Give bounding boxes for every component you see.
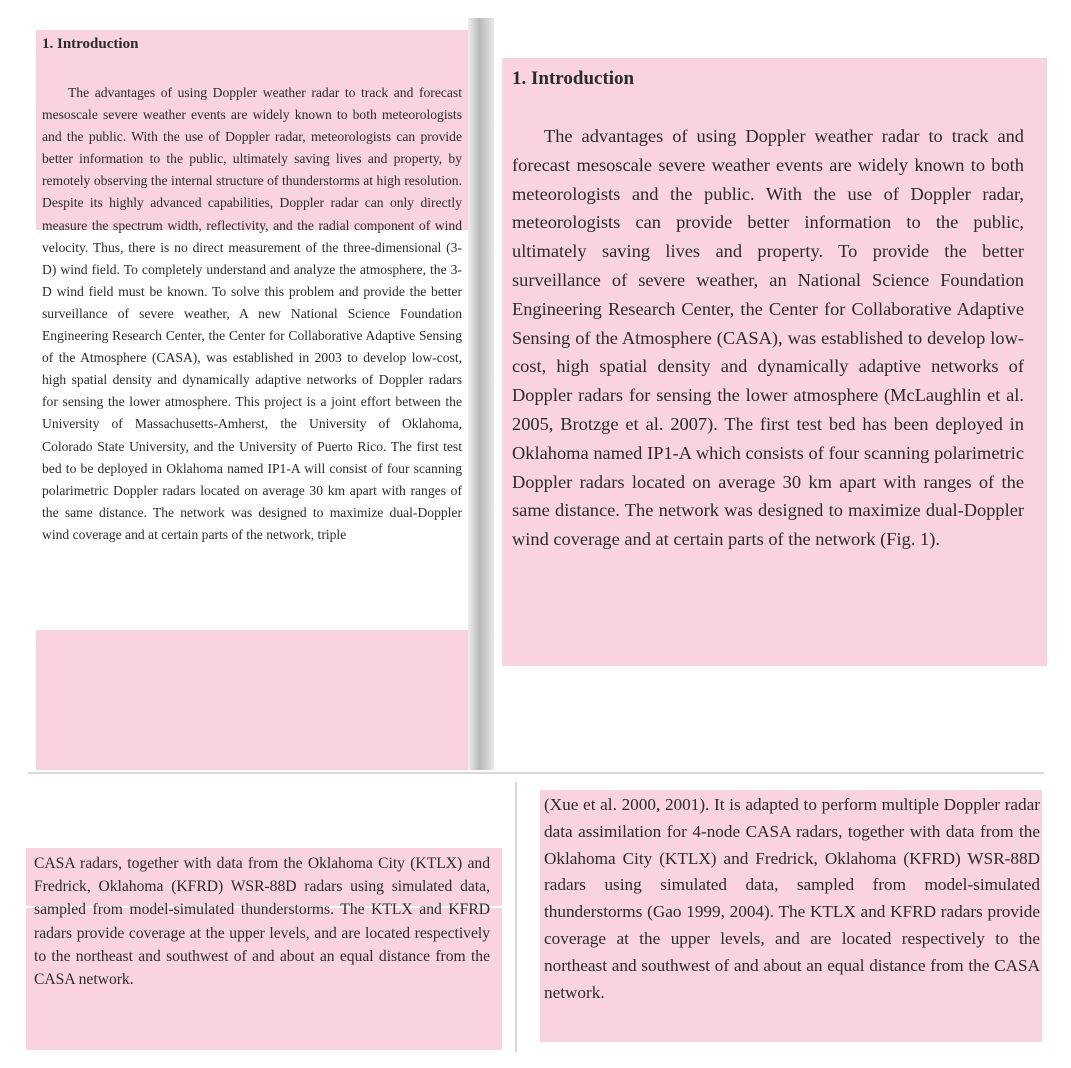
paragraph-text: (Xue et al. 2000, 2001). It is adapted to perform multiple Doppler radar data assimilation for 4-node CASA radars, together with data from the Oklahoma City (KTLX) and Fredrick, Oklahoma (KFRD) WSR-88D radars using simulated data, sampled from model-simulated thunderstorms (Gao 1999, 2004). The KTLX and KFRD radars provide coverage at the upper levels, and are located respectively to the northeast and southwest of and about an equal distance from the CASA network. <box>544 795 1040 1002</box>
paragraph-text: The advantages of using Doppler weather radar to track and forecast mesoscale severe weather events are widely known to both meteorologists and the public. With the use of Doppler radar, meteorologists can provide better information to the public, ultimately saving lives and property. To provide the better surveillance of severe weather, an National Science Foundation Engineering Research Center, the Center for Collaborative Adaptive Sensing of the Atmosphere (CASA), was established to develop low-cost, high spatial density and dynamically adaptive networks of Doppler radars for sensing the lower atmosphere (McLaughlin et al. 2005, Brotzge et al. 2007). The first test bed has been deployed in Oklahoma named IP1-A which consists of four scanning polarimetric Doppler radars located on average 30 km apart with ranges of the same distance. The network was designed to maximize dual-Doppler wind coverage and at certain parts of the network (Fig. 1). <box>512 126 1024 550</box>
revised-excerpt-panel <box>540 790 1042 1042</box>
section-heading: 1. Introduction <box>512 68 635 89</box>
paragraph-text: The advantages of using Doppler weather radar to track and forecast mesoscale severe weather events are widely known to both meteorologists and the public. With the use of Doppler radar, meteorologists can provide better information to the public, ultimately saving lives and property, by remotely observing the internal structure of thunderstorms at high resolution. Despite its highly advanced capabilities, Doppler radar can only directly measure the spectrum width, reflectivity, and the radial component of wind velocity. Thus, there is no direct measurement of the three-dimensional (3-D) wind field. To completely understand and analyze the atmosphere, the 3-D wind field must be known. To solve this problem and provide the better surveillance of severe weather, A new National Science Foundation Engineering Research Center, the Center for Collaborative Adaptive Sensing of the Atmosphere (CASA), was established in 2003 to develop low-cost, high spatial density and dynamically adaptive networks of Doppler radars for sensing the lower atmosphere. This project is a joint effort between the University of Massachusetts-Amherst, the University of Oklahoma, Colorado State University, and the University of Puerto Rico. The first test bed to be deployed in Oklahoma named IP1-A will consist of four scanning polarimetric Doppler radars located on average 30 km apart with ranges of the same distance. The network was designed to maximize dual-Doppler wind coverage and at certain parts of the network, triple <box>42 85 462 542</box>
page-spine <box>468 18 494 770</box>
original-excerpt-panel <box>26 848 502 1050</box>
paragraph-text: CASA radars, together with data from the Oklahoma City (KTLX) and Fredrick, Oklahoma (KFRD) WSR-88D radars using simulated data, sampled from model-simulated thunderstorms. The KTLX and KFRD radars provide coverage at the upper levels, and are located respectively to the northeast and southwest of and about an equal distance from the CASA network. <box>34 855 490 989</box>
highlight-block <box>36 630 468 770</box>
horizontal-divider <box>28 772 1044 774</box>
revised-introduction-panel <box>502 58 1047 666</box>
vertical-divider <box>515 782 517 1052</box>
section-heading: 1. Introduction <box>42 36 139 52</box>
original-introduction-panel <box>36 22 468 770</box>
